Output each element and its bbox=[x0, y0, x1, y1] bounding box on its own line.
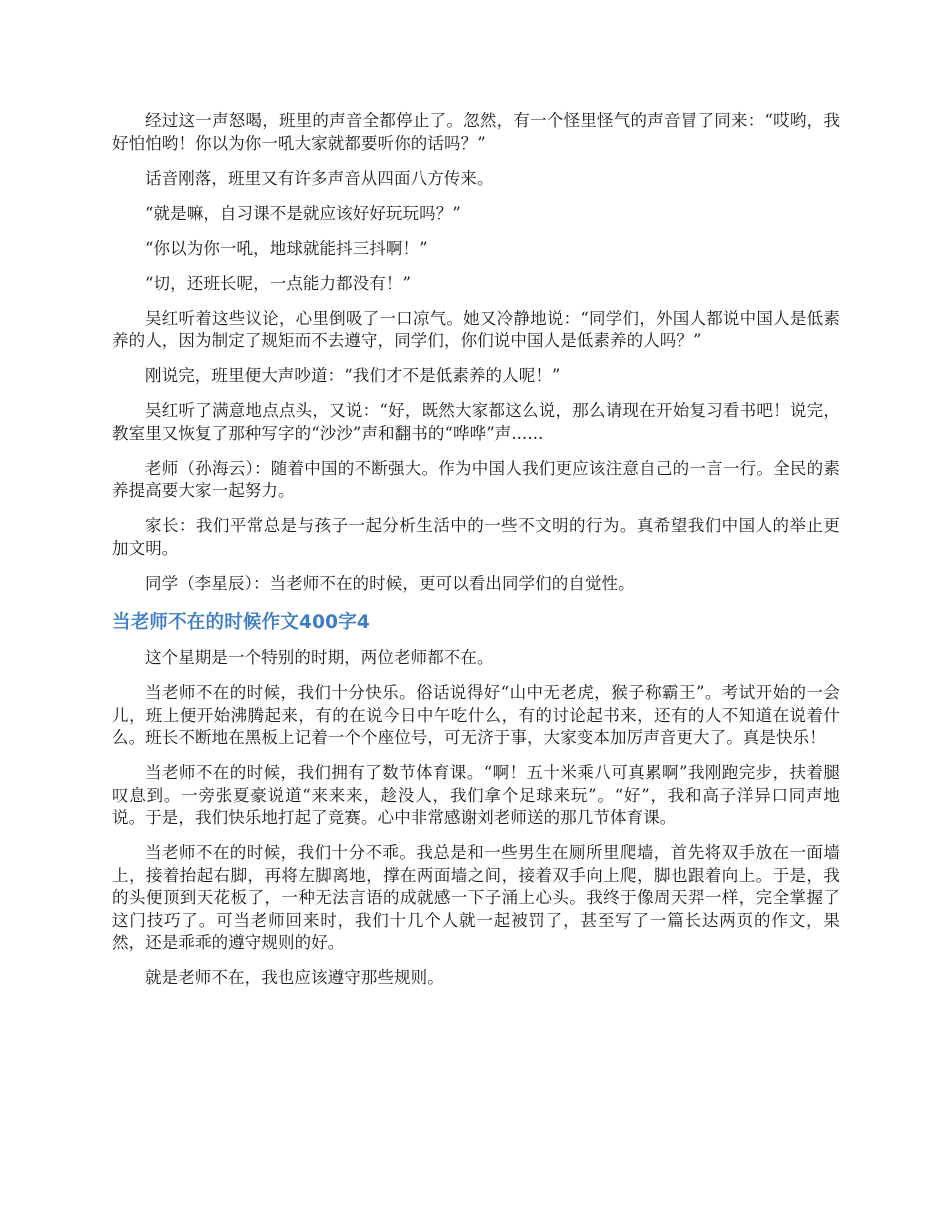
paragraph: 话音刚落，班里又有许多声音从四面八方传来。 bbox=[145, 168, 494, 188]
paragraph: 吴红听着这些议论，心里倒吸了一口凉气。她又冷静地说：“同学们，外国人都说中国人是低素养的人，因为制定了规矩而不去遵守，同学们，你们说中国人是低素养的人吗？” bbox=[112, 308, 840, 350]
essay-4-section bbox=[112, 611, 840, 990]
classmate-comment: 同学（李星辰）：当老师不在的时候，更可以看出同学们的自觉性。 bbox=[145, 573, 635, 593]
teacher-comment: 老师（孙海云）：随着中国的不断强大。作为中国人我们更应该注意自己的一言一行。全民的素养提高要大家一起努力。 bbox=[112, 458, 840, 500]
paragraph: “你以为你一吼，地球就能抖三抖啊！” bbox=[145, 238, 428, 258]
paragraph: “就是嘛，自习课不是就应该好好玩玩吗？” bbox=[145, 203, 461, 223]
document-page bbox=[112, 110, 840, 1002]
paragraph: 这个星期是一个特别的时期，两位老师都不在。 bbox=[145, 648, 494, 667]
paragraph: 就是老师不在，我也应该遵守那些规则。 bbox=[145, 968, 444, 987]
parent-comment: 家长：我们平常总是与孩子一起分析生活中的一些不文明的行为。真希望我们中国人的举止更加文明。 bbox=[112, 516, 840, 558]
paragraph: 经过这一声怒喝，班里的声音全都停止了。忽然，有一个怪里怪气的声音冒了同来：“哎哟，我好怕怕哟！你以为你一吼大家就都要听你的话吗？” bbox=[112, 111, 840, 153]
paragraph: “切，还班长呢，一点能力都没有！” bbox=[145, 273, 412, 293]
story-continuation-section bbox=[112, 110, 840, 595]
paragraph: 刚说完，班里便大声吵道：“我们才不是低素养的人呢！” bbox=[145, 366, 561, 385]
paragraph: 吴红听了满意地点点头，又说：“好，既然大家都这么说，那么请现在开始复习看书吧！说完，教室里又恢复了那种写字的“沙沙”声和翻书的“哗哗”声...... bbox=[112, 401, 840, 443]
paragraph: 当老师不在的时候，我们十分快乐。俗话说得好“山中无老虎，猴子称霸王”。考试开始的一会儿，班上便开始沸腾起来，有的在说今日中午吃什么，有的讨论起书来，还有的人不知道在说着什么。班长不断地在黑板上记着一个个座位号，可无济于事，大家变本加厉声音更大了。真是快乐！ bbox=[112, 683, 840, 747]
paragraph: 当老师不在的时候，我们十分不乖。我总是和一些男生在厕所里爬墙，首先将双手放在一面墙上，接着抬起右脚，再将左脚离地，撑在两面墙之间，接着双手向上爬，脚也跟着向上。于是，我的头便顶到天花板了，一种无法言语的成就感一下子涌上心头。我终于像周天羿一样，完全掌握了这门技巧了。可当老师回来时，我们十几个人就一起被罚了，甚至写了一篇长达两页的作文，果然，还是乖乖的遵守规则的好。 bbox=[112, 843, 840, 952]
section-heading: 当老师不在的时候作文400字4 bbox=[112, 612, 370, 633]
paragraph: 当老师不在的时候，我们拥有了数节体育课。“啊！五十米乘八可真累啊”我刚跑完步，扶着腿叹息到。一旁张夏豪说道“来来来，趁没人，我们拿个足球来玩”。“好”，我和高子洋异口同声地说。于是，我们快乐地打起了竞赛。心中非常感谢刘老师送的那几节体育课。 bbox=[112, 763, 840, 827]
